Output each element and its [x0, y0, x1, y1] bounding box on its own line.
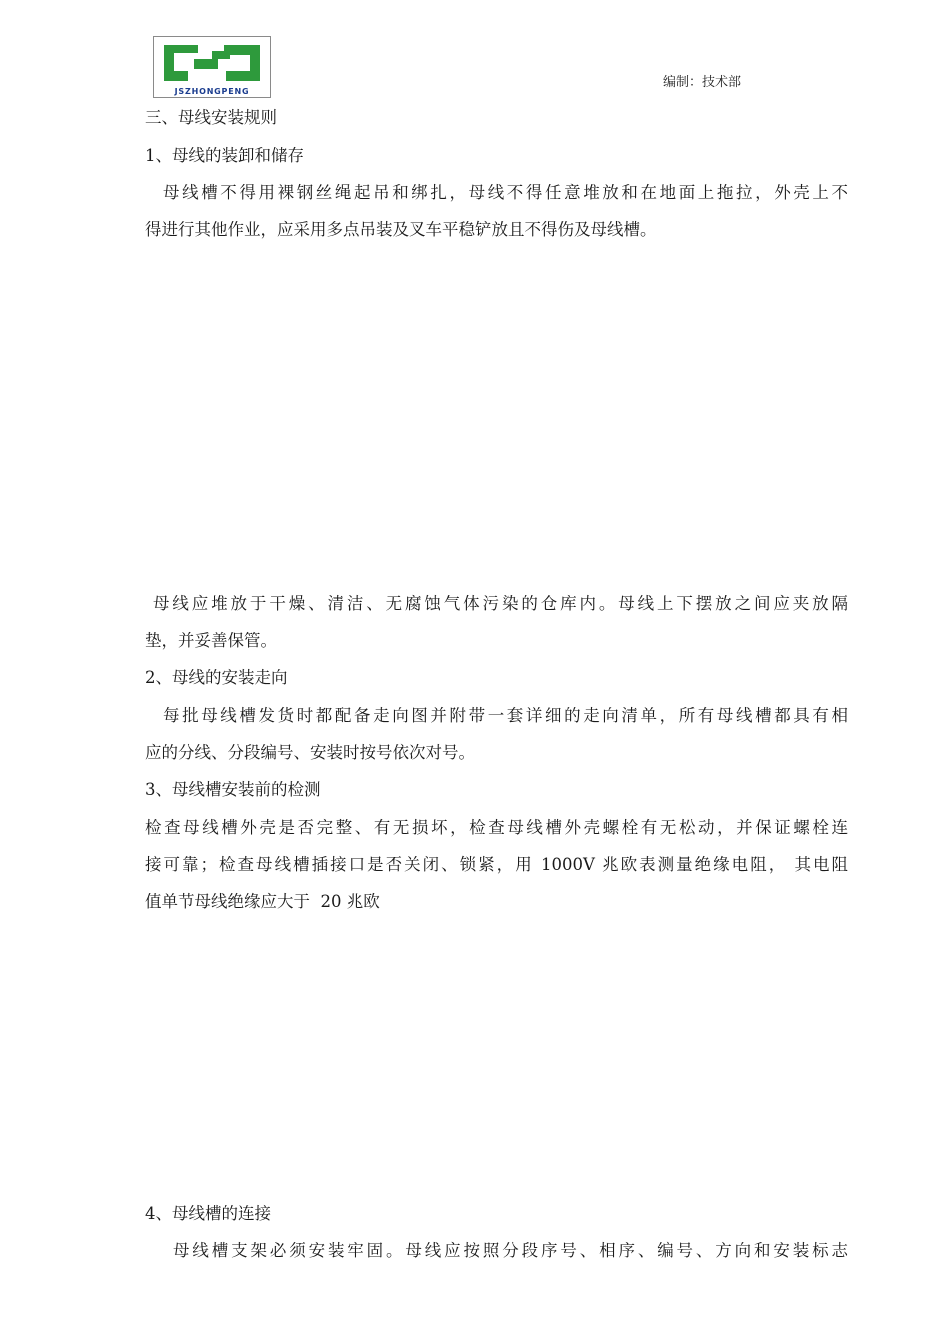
paragraph-3-line-1: 每批母线槽发货时都配备走向图并附带一套详细的走向清单，所有母线槽都具有相 — [163, 706, 848, 725]
header-department: 编制：技术部 — [663, 75, 742, 90]
logo-mark — [154, 37, 270, 87]
paragraph-4-line-2: 接可靠；检查母线槽插接口是否关闭、锁紧，用 1000V 兆欧表测量绝缘电阻， 其电阻 — [145, 855, 848, 874]
paragraph-1-line-1: 母线槽不得用裸钢丝绳起吊和绑扎，母线不得任意堆放和在地面上拖拉，外壳上不 — [163, 183, 848, 202]
paragraph-2-line-2: 垫，并妥善保管。 — [145, 631, 277, 650]
subheading-1: 1、母线的装卸和储存 — [145, 146, 304, 165]
paragraph-1-line-2: 得进行其他作业，应采用多点吊装及叉车平稳铲放且不得伤及母线槽。 — [145, 220, 657, 239]
paragraph-5-line-1: 母线槽支架必须安装牢固。母线应按照分段序号、相序、编号、方向和安装标志 — [173, 1241, 848, 1260]
logo-text: JSZHONGPENG — [174, 87, 250, 96]
company-logo — [153, 36, 271, 98]
subheading-3: 3、母线槽安装前的检测 — [145, 780, 321, 799]
section-heading: 三、母线安装规则 — [145, 108, 277, 127]
subheading-2: 2、母线的安装走向 — [145, 668, 288, 687]
paragraph-4-line-1: 检查母线槽外壳是否完整、有无损坏，检查母线槽外壳螺栓有无松动，并保证螺栓连 — [145, 818, 848, 837]
paragraph-2-line-1: 母线应堆放于干燥、清洁、无腐蚀气体污染的仓库内。母线上下摆放之间应夹放隔 — [153, 594, 848, 613]
paragraph-3-line-2: 应的分线、分段编号、安装时按号依次对号。 — [145, 743, 475, 762]
paragraph-4-line-3: 值单节母线绝缘应大于 20 兆欧 — [145, 892, 380, 911]
subheading-4: 4、母线槽的连接 — [145, 1204, 271, 1223]
